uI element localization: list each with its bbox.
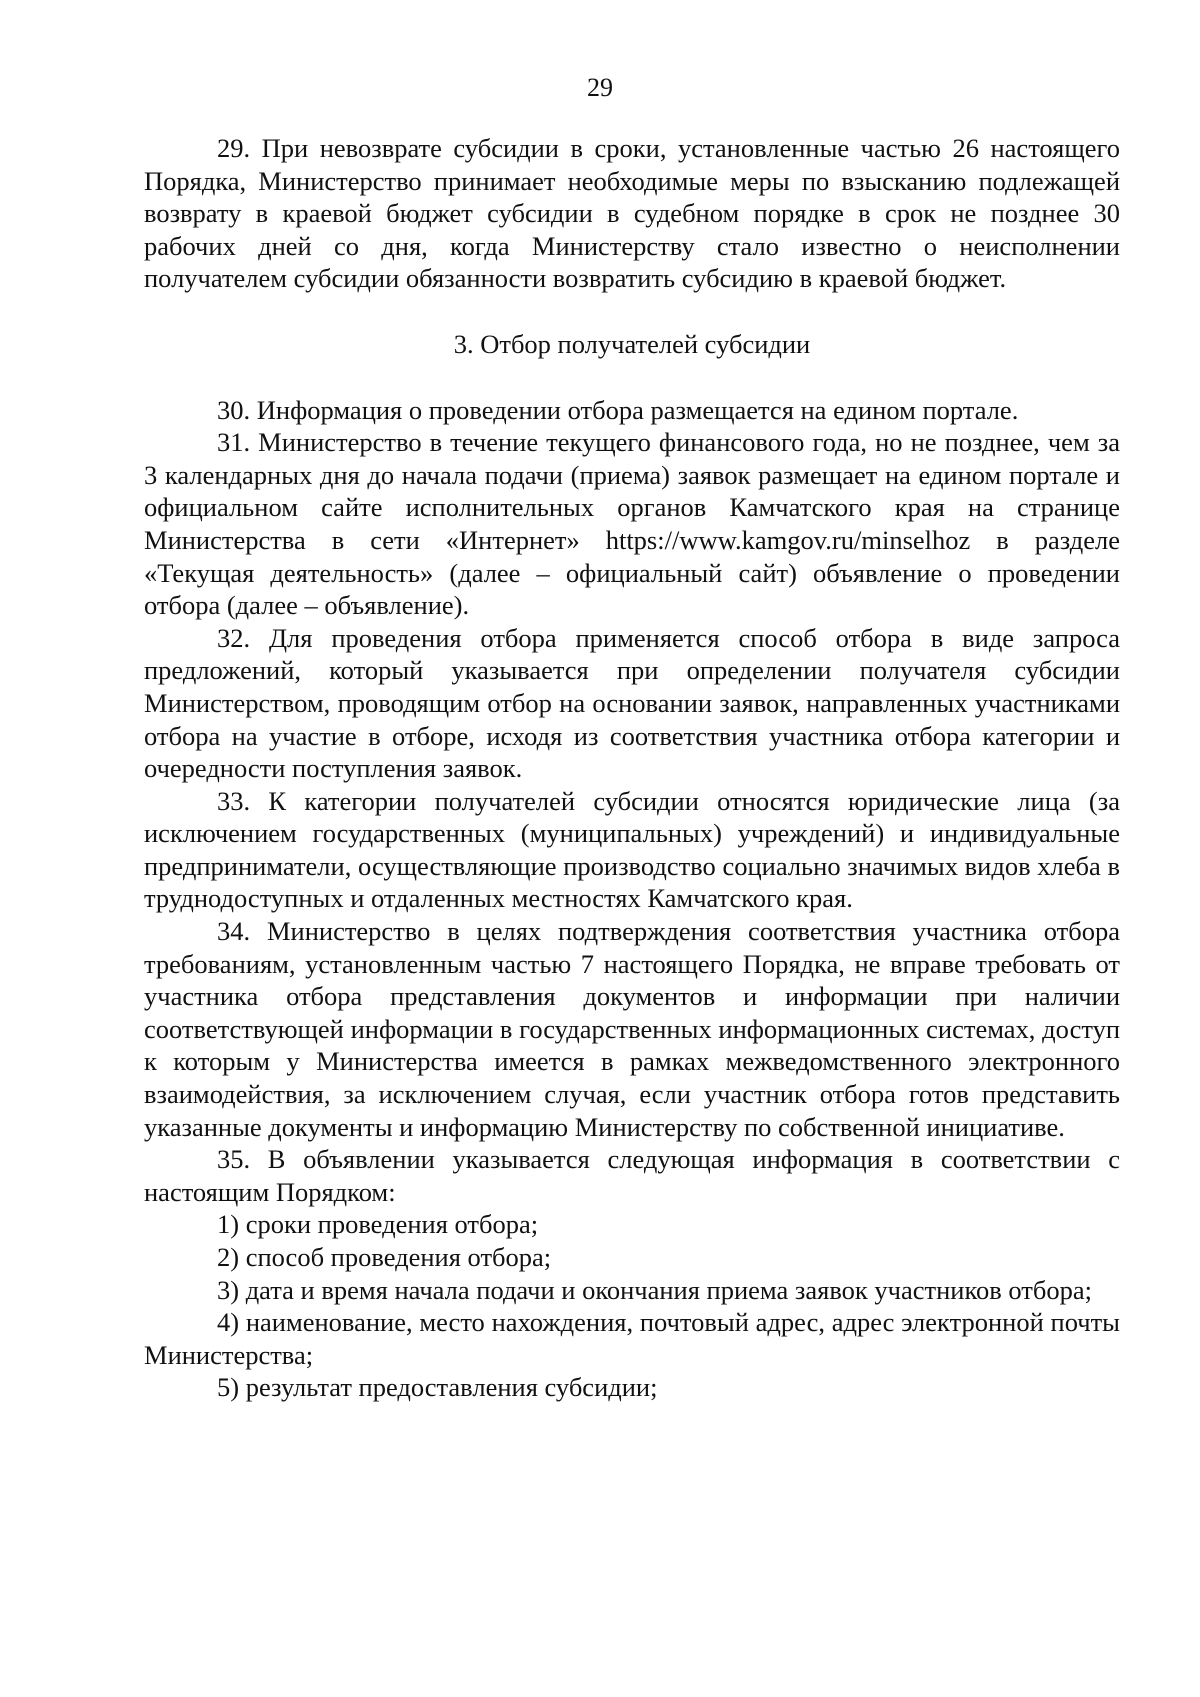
page-number: 29 (587, 73, 613, 102)
paragraph-30: 30. Информация о проведении отбора размещается на едином портале. (217, 394, 1019, 425)
list-item: 5) результат предоставления субсидии; (217, 1372, 658, 1403)
list-item: 2) способ проведения отбора; (217, 1242, 552, 1272)
section-heading: 3. Отбор получателей субсидии (453, 328, 811, 359)
list-item: 3) дата и время начала подачи и окончания приема заявок участников отбора; (217, 1274, 1092, 1305)
paragraph-33: 33. К категории получателей субсидии относятся юридические лица (за исключением государственных (муниципальных) учреждений) и индивидуальные предприниматели, осуществляющие производство социально значимых видов хлеба в труднодоступных и отдаленных местностях Камчатского края. (144, 785, 1120, 914)
paragraph-31: 31. Министерство в течение текущего финансового года, но не позднее, чем за 3 календарных дня до начала подачи (приема) заявок размещает на едином портале и официальном сайте исполнительных органов Камчатского края на странице Министерства в сети «Интернет» https://www.kamgov.ru/minselhoz в разделе «Текущая деятельность» (далее – официальный сайт) объявление о проведении отбора (далее – объявление). (144, 427, 1120, 621)
list-item: 1) сроки проведения отбора; (217, 1209, 539, 1240)
document-body (144, 132, 1120, 1404)
list-item: 4) наименование, место нахождения, почтовый адрес, адрес электронной почты Министерства; (144, 1307, 1120, 1370)
paragraph-35: 35. В объявлении указывается следующая информация в соответствии с настоящим Порядком: (144, 1144, 1120, 1207)
paragraph-29: 29. При невозврате субсидии в сроки, установленные частью 26 настоящего Порядка, Министерство принимает необходимые меры по взысканию подлежащей возврату в краевой бюджет субсидии в судебном порядке в срок не позднее 30 рабочих дней со дня, когда Министерству стало известно о неисполнении получателем субсидии обязанности возвратить субсидию в краевой бюджет. (144, 133, 1120, 294)
paragraph-32: 32. Для проведения отбора применяется способ отбора в виде запроса предложений, который указывается при определении получателя субсидии Министерством, проводящим отбор на основании заявок, направленных участниками отбора на участие в отборе, исходя из соответствия участника отбора категории и очередности поступления заявок. (144, 622, 1120, 784)
paragraph-34: 34. Министерство в целях подтверждения соответствия участника отбора требованиям, установленным частью 7 настоящего Порядка, не вправе требовать от участника отбора представления документов и информации при наличии соответствующей информации в государственных информационных системах, доступ к которым у Министерства имеется в рамках межведомственного электронного взаимодействия, за исключением случая, если участник отбора готов представить указанные документы и информацию Министерству по собственной инициативе. (144, 916, 1120, 1142)
